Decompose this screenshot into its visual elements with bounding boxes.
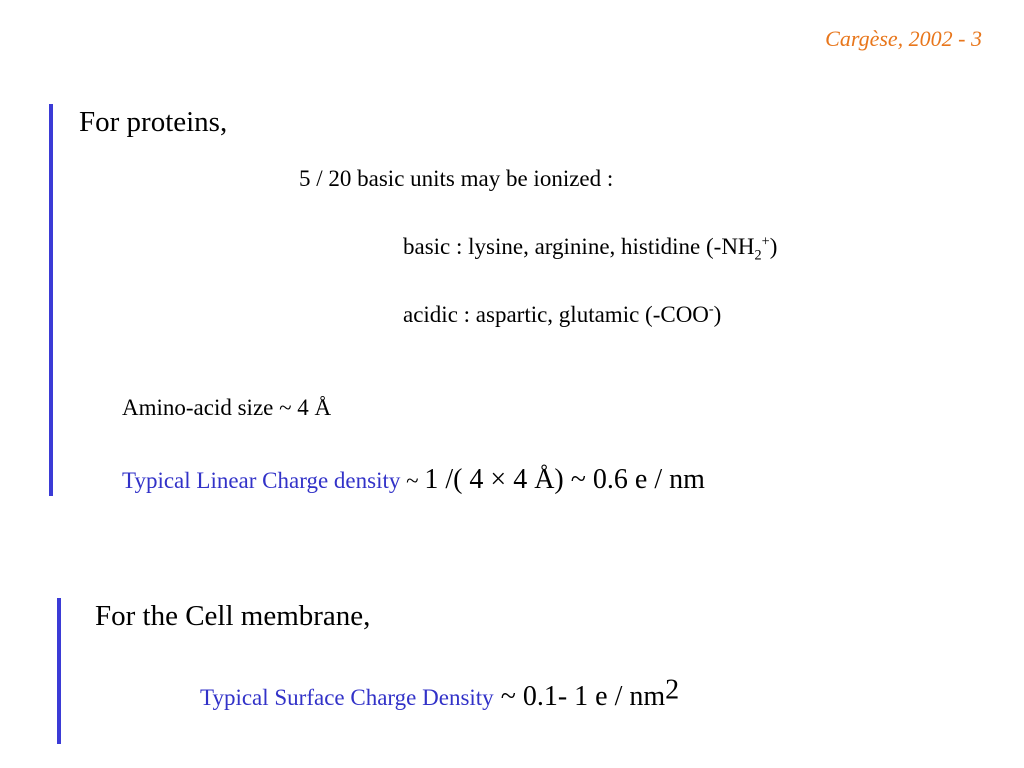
linear-charge-density-line [122, 466, 705, 494]
surface-density-tilde: ~ [493, 681, 523, 712]
acidic-closing: ) [713, 302, 722, 327]
surface-density-superscript: 2 [665, 674, 680, 706]
linear-density-tilde: ~ [400, 468, 425, 493]
proteins-title: For proteins, [79, 106, 228, 138]
surface-density-formula: 0.1- 1 e / nm [522, 681, 666, 712]
membrane-accent-bar [57, 598, 61, 744]
linear-density-formula: 1 /( 4 × 4 Å) ~ 0.6 e / nm [424, 464, 705, 495]
basic-amino-acids-line [403, 233, 778, 264]
acidic-superscript: - [708, 301, 714, 318]
surface-density-label: Typical Surface Charge Density [200, 685, 494, 710]
acidic-text: acidic : aspartic, glutamic (-COO [403, 302, 709, 327]
ionized-units-line: 5 / 20 basic units may be ionized : [299, 166, 614, 191]
basic-subscript: 2 [754, 247, 762, 264]
slide-header: Cargèse, 2002 - 3 [825, 26, 982, 51]
basic-text: basic : lysine, arginine, histidine (-NH [403, 234, 755, 259]
membrane-title: For the Cell membrane, [95, 600, 371, 632]
basic-closing: ) [769, 234, 778, 259]
basic-superscript: + [761, 233, 770, 250]
proteins-accent-bar [49, 104, 53, 496]
linear-density-label: Typical Linear Charge density [122, 468, 401, 493]
surface-charge-density-line [200, 674, 680, 712]
acidic-amino-acids-line [403, 303, 721, 326]
amino-acid-size-line: Amino-acid size ~ 4 Å [122, 395, 332, 420]
